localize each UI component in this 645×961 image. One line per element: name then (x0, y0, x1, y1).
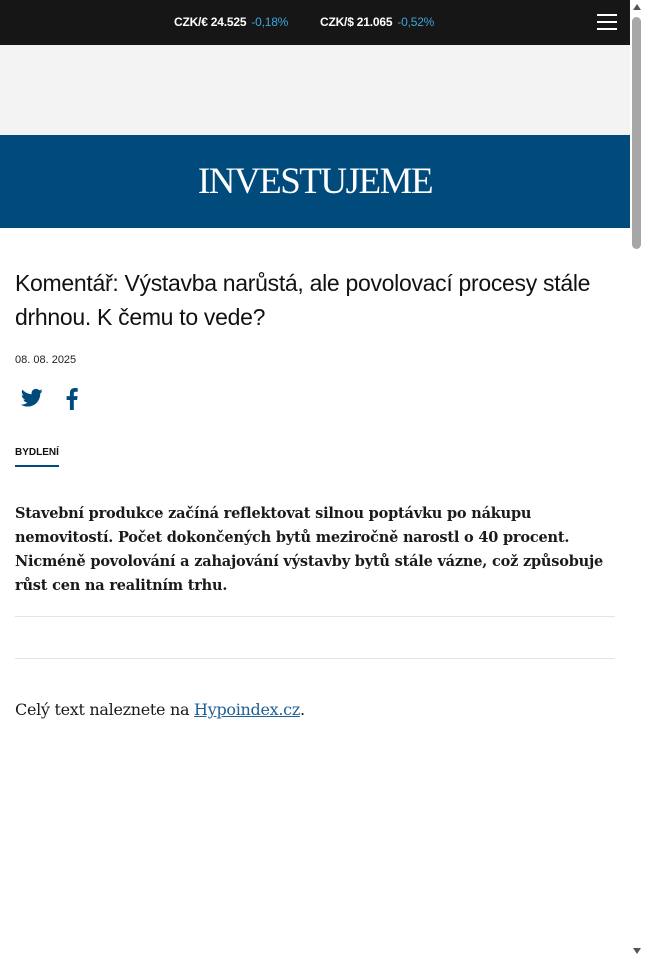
article-title: Komentář: Výstavba narůstá, ale povolovací procesy stále drhnou. K čemu to vede? (15, 270, 591, 330)
scrollbar-thumb[interactable] (632, 17, 641, 249)
article-perex: Stavební produkce začíná reflektovat silnou poptávku po nákupu nemovitostí. Počet dokončených bytů meziročně narostl o 40 procent. Nicméně povolování a zahajování výstavby bytů stále vázne, což způsobuje růst cen na realitním trhu. (15, 505, 604, 594)
scroll-down-arrow-icon[interactable] (633, 948, 641, 954)
ticker-usd-label: CZK/$ 21.065 (320, 15, 393, 29)
ticker-eur (174, 15, 288, 29)
ticker-eur-label: CZK/€ 24.525 (174, 15, 247, 29)
ticker-usd (320, 15, 434, 29)
divider (15, 658, 615, 659)
scroll-up-arrow-icon[interactable] (633, 4, 641, 10)
full-text-prefix: Celý text naleznete na (15, 700, 195, 719)
facebook-icon[interactable] (65, 388, 79, 410)
hamburger-menu-icon[interactable] (597, 14, 617, 31)
vertical-scrollbar[interactable] (630, 0, 645, 961)
site-logo[interactable]: INVESTUJEME (197, 161, 433, 202)
ad-placeholder (0, 45, 630, 135)
twitter-icon[interactable] (21, 388, 43, 408)
divider (15, 616, 615, 617)
brand-header (0, 135, 630, 228)
article-date: 08. 08. 2025 (15, 354, 77, 366)
ticker-eur-change: -0,18% (251, 15, 289, 29)
full-text-note (15, 700, 305, 719)
category-tag[interactable]: BYDLENÍ (15, 447, 59, 467)
full-text-suffix: . (299, 700, 305, 719)
ticker-usd-change: -0,52% (397, 15, 435, 29)
article (15, 266, 615, 719)
source-link[interactable]: Hypoindex.cz (194, 700, 300, 719)
currency-ticker-bar (0, 0, 630, 45)
